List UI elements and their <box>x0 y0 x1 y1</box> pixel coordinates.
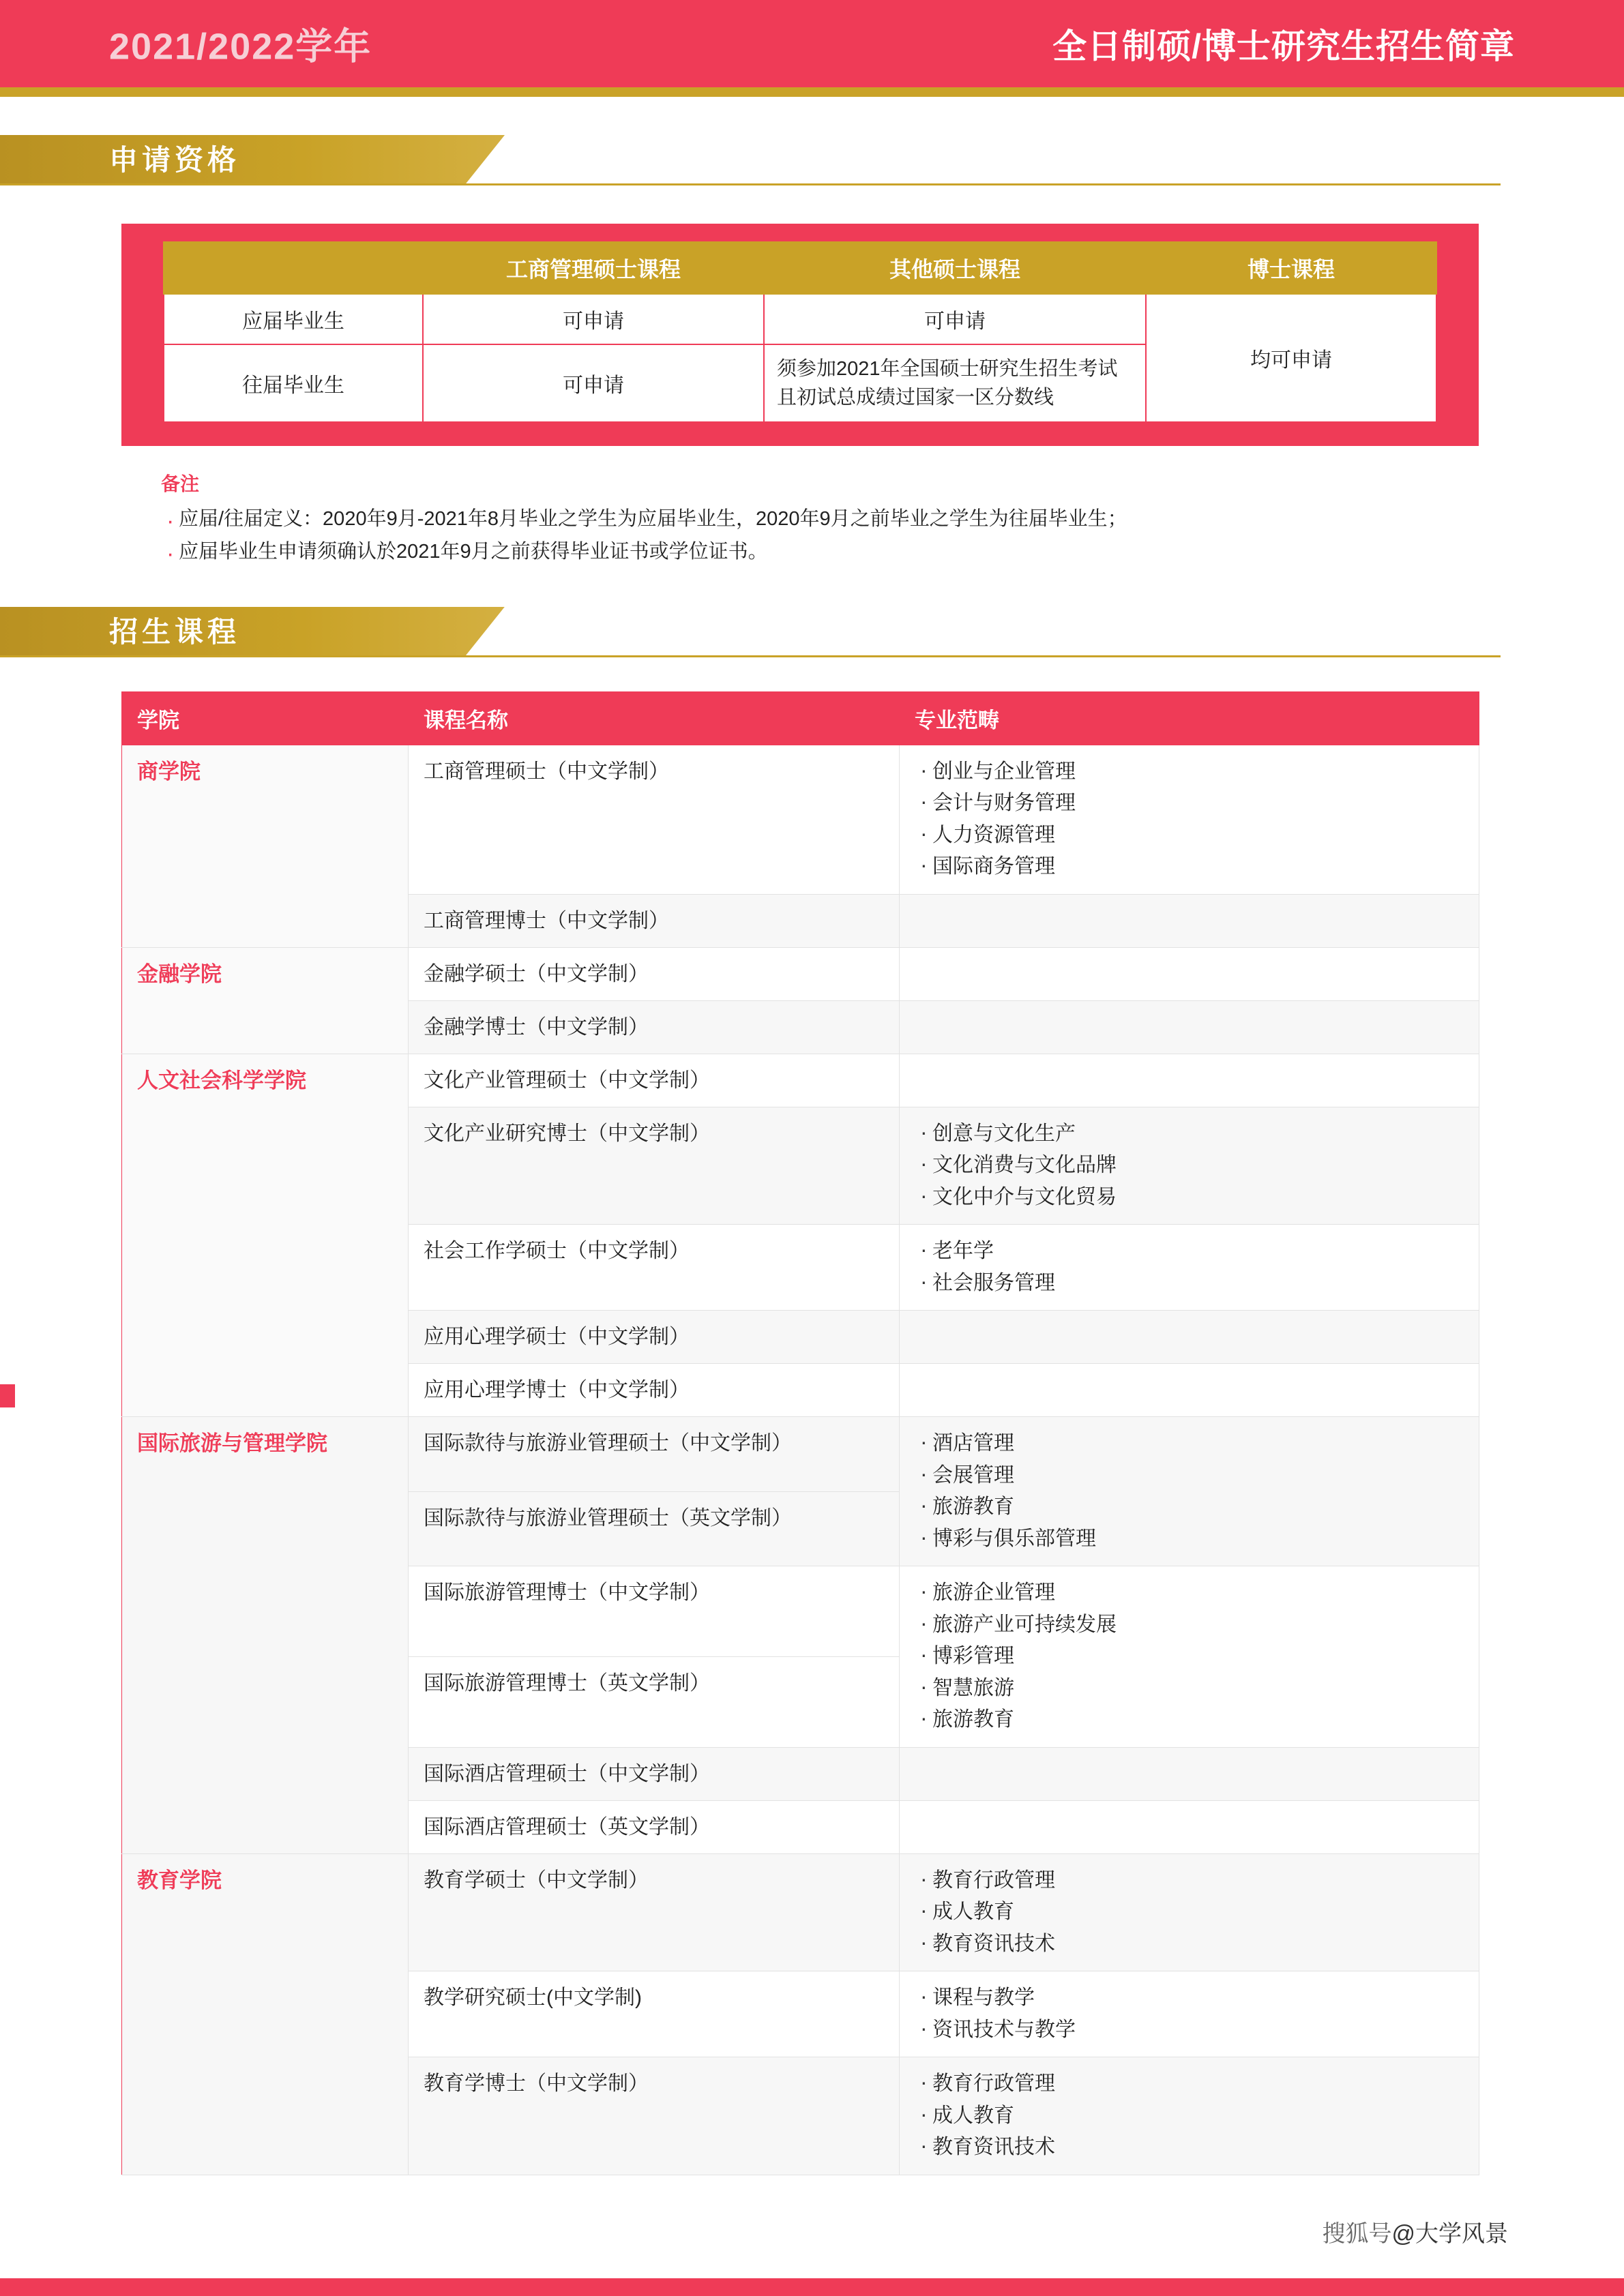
program-name-cell: 教学研究硕士(中文学制) <box>409 1971 900 2057</box>
footer-credit <box>1322 2215 1508 2248</box>
eligibility-col-doctor: 博士课程 <box>1146 242 1436 294</box>
program-name-cell: 教育学硕士（中文学制） <box>409 1853 900 1971</box>
program-scope-item: · 文化中介与文化贸易 <box>915 1182 1464 1214</box>
program-scope-item: · 文化消费与文化品牌 <box>915 1150 1464 1182</box>
programs-table-body <box>122 745 1479 2175</box>
program-scope-cell <box>900 1853 1479 1971</box>
remark-line: · 应届毕业生申请须确认於2021年9月之前获得毕业证书或学位证书。 <box>161 536 1457 569</box>
table-row <box>122 745 1479 894</box>
table-row <box>164 294 1436 344</box>
program-name-cell: 国际款待与旅游业管理硕士（英文学制） <box>409 1491 900 1566</box>
program-scope-item: · 创业与企业管理 <box>915 756 1464 788</box>
remark-line: · 应届/往届定义：2020年9月-2021年8月毕业之学生为应届毕业生，2020年9月之前毕业之学生为往届毕业生； <box>161 503 1457 536</box>
section-tab-shape <box>0 607 505 657</box>
program-scope-item: · 会展管理 <box>915 1460 1464 1492</box>
header-subtitle: 全日制硕/博士研究生招生简章 <box>1052 27 1515 65</box>
program-scope-item: · 博彩与俱乐部管理 <box>915 1523 1464 1555</box>
program-scope-item: · 教育行政管理 <box>915 1865 1464 1897</box>
program-scope-item: · 教育资讯技术 <box>915 2132 1464 2164</box>
program-name-cell: 教育学博士（中文学制） <box>409 2057 900 2175</box>
program-name-cell: 文化产业研究博士（中文学制） <box>409 1107 900 1225</box>
program-scope-cell <box>900 1364 1479 1417</box>
program-scope-item: · 旅游教育 <box>915 1491 1464 1523</box>
program-scope-cell <box>900 1225 1479 1311</box>
footer-red-bar <box>0 2278 1624 2296</box>
program-scope-item: · 课程与教学 <box>915 1982 1464 2014</box>
decorative-left-mark <box>0 1384 15 1407</box>
eligibility-col-other-master: 其他硕士课程 <box>764 242 1146 294</box>
program-scope-item: · 旅游教育 <box>915 1704 1464 1736</box>
table-row <box>122 947 1479 1000</box>
program-scope-item: · 博彩管理 <box>915 1641 1464 1673</box>
program-scope-item: · 社会服务管理 <box>915 1268 1464 1300</box>
programs-panel <box>121 691 1479 2175</box>
eligibility-panel <box>121 224 1479 446</box>
header-gold-divider <box>0 87 1624 97</box>
program-scope-cell <box>900 745 1479 894</box>
program-scope-item: · 国际商务管理 <box>915 851 1464 883</box>
program-school-cell: 人文社会科学学院 <box>122 1054 409 1417</box>
eligibility-col-mba: 工商管理硕士课程 <box>423 242 764 294</box>
program-scope-item: · 旅游企业管理 <box>915 1577 1464 1609</box>
section-header-programs <box>0 607 1624 657</box>
program-school-cell: 国际旅游与管理学院 <box>122 1417 409 1854</box>
footer-credit-tag: 搜狐号 <box>1322 2221 1392 2247</box>
program-name-cell: 应用心理学博士（中文学制） <box>409 1364 900 1417</box>
section-title-eligibility: 申请资格 <box>109 144 241 176</box>
program-scope-cell <box>900 1566 1479 1748</box>
program-scope-cell <box>900 1000 1479 1054</box>
eligibility-fresh-other: 可申请 <box>764 294 1146 344</box>
program-name-cell: 金融学硕士（中文学制） <box>409 947 900 1000</box>
program-school-cell: 金融学院 <box>122 947 409 1054</box>
remarks-block <box>161 469 1457 569</box>
table-row <box>122 1853 1479 1971</box>
program-scope-cell <box>900 1800 1479 1853</box>
program-scope-cell <box>900 2057 1479 2175</box>
eligibility-row-label-fresh: 应届毕业生 <box>164 294 423 344</box>
program-name-cell: 金融学博士（中文学制） <box>409 1000 900 1054</box>
program-scope-cell <box>900 1417 1479 1566</box>
programs-col-scope: 专业范畴 <box>900 691 1479 745</box>
eligibility-header-row <box>164 242 1436 294</box>
programs-table <box>121 691 1479 2175</box>
program-name-cell: 国际酒店管理硕士（英文学制） <box>409 1800 900 1853</box>
program-name-cell: 国际款待与旅游业管理硕士（中文学制） <box>409 1417 900 1492</box>
program-scope-item: · 旅游产业可持续发展 <box>915 1609 1464 1641</box>
academic-year: 2021/2022学年 <box>109 26 372 68</box>
program-scope-item: · 成人教育 <box>915 2100 1464 2132</box>
programs-header-row <box>122 691 1479 745</box>
programs-col-name: 课程名称 <box>409 691 900 745</box>
eligibility-fresh-mba: 可申请 <box>423 294 764 344</box>
program-scope-item: · 老年学 <box>915 1236 1464 1268</box>
program-name-cell: 国际旅游管理博士（中文学制） <box>409 1566 900 1657</box>
programs-col-school: 学院 <box>122 691 409 745</box>
program-scope-item: · 智慧旅游 <box>915 1673 1464 1705</box>
table-row <box>122 1417 1479 1492</box>
program-scope-cell <box>900 1054 1479 1107</box>
program-name-cell: 国际酒店管理硕士（中文学制） <box>409 1747 900 1800</box>
eligibility-doctor-all: 均可申请 <box>1146 294 1436 422</box>
eligibility-col-blank <box>164 242 423 294</box>
program-scope-cell <box>900 947 1479 1000</box>
program-scope-item: · 酒店管理 <box>915 1428 1464 1460</box>
program-scope-item: · 教育行政管理 <box>915 2068 1464 2100</box>
program-scope-cell <box>900 1971 1479 2057</box>
page-header <box>0 0 1624 87</box>
program-scope-cell <box>900 894 1479 947</box>
program-name-cell: 工商管理硕士（中文学制） <box>409 745 900 894</box>
program-scope-item: · 创意与文化生产 <box>915 1118 1464 1150</box>
remarks-title: 备注 <box>161 473 200 495</box>
section-underline <box>0 655 1501 657</box>
program-scope-item: · 成人教育 <box>915 1896 1464 1928</box>
program-scope-item: · 会计与财务管理 <box>915 788 1464 820</box>
eligibility-table <box>163 241 1437 423</box>
section-underline <box>0 183 1501 185</box>
program-school-cell: 商学院 <box>122 745 409 947</box>
eligibility-row-label-past: 往届毕业生 <box>164 344 423 422</box>
table-row <box>122 1054 1479 1107</box>
program-scope-item: · 人力资源管理 <box>915 820 1464 852</box>
program-scope-cell <box>900 1311 1479 1364</box>
program-name-cell: 国际旅游管理博士（英文学制） <box>409 1657 900 1748</box>
footer-credit-name: @大学风景 <box>1391 2221 1508 2247</box>
program-name-cell: 文化产业管理硕士（中文学制） <box>409 1054 900 1107</box>
program-school-cell: 教育学院 <box>122 1853 409 2175</box>
program-name-cell: 应用心理学硕士（中文学制） <box>409 1311 900 1364</box>
section-tab-shape <box>0 135 505 185</box>
eligibility-past-other: 须参加2021年全国硕士研究生招生考试且初试总成绩过国家一区分数线 <box>764 344 1146 422</box>
program-name-cell: 社会工作学硕士（中文学制） <box>409 1225 900 1311</box>
program-scope-cell <box>900 1747 1479 1800</box>
program-scope-item: · 教育资讯技术 <box>915 1928 1464 1960</box>
eligibility-past-mba: 可申请 <box>423 344 764 422</box>
program-scope-cell <box>900 1107 1479 1225</box>
section-title-programs: 招生课程 <box>109 615 241 648</box>
section-header-eligibility <box>0 135 1624 185</box>
program-name-cell: 工商管理博士（中文学制） <box>409 894 900 947</box>
program-scope-item: · 资讯技术与教学 <box>915 2014 1464 2046</box>
